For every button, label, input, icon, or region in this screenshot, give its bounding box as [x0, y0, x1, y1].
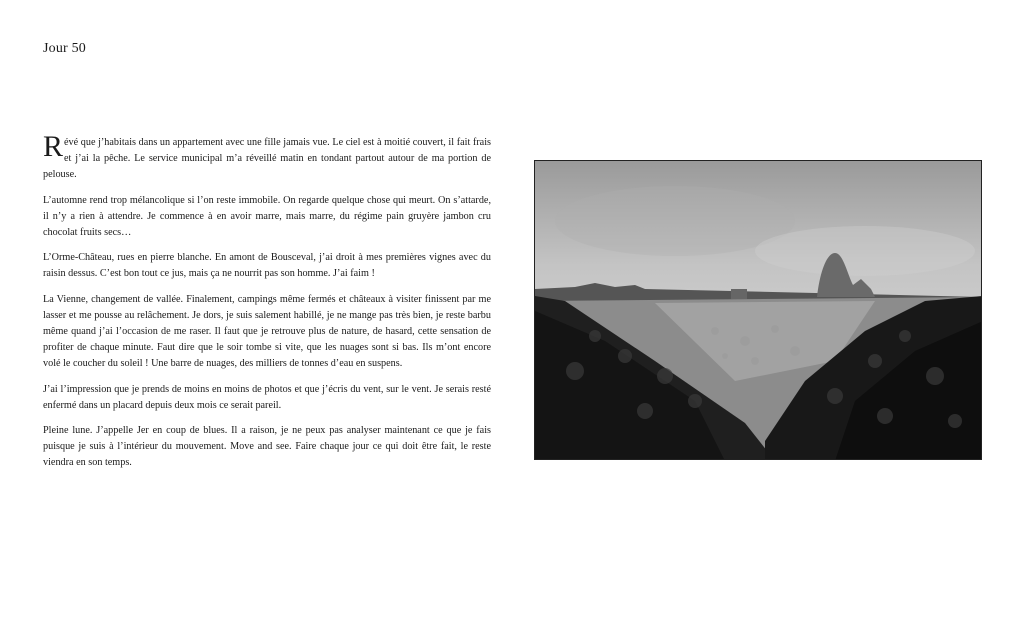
paragraph-3: L’Orme-Château, rues en pierre blanche. En amont de Bousceval, j’ai droit à mes premières vignes avec du raisin dessus. C’est bon tout ce jus, mais ça ne nourrit pas son homme. J’ai faim ! [43, 252, 491, 280]
landscape-photo [534, 160, 982, 460]
paragraph-1-text: évé que j’habitais dans un appartement avec une fille jamais vue. Le ciel est à moitié couvert, il fait frais et j’ai la pêche. Le service municipal m’a réveillé matin en tondant partout autour de ma portion de pelouse. [43, 137, 491, 181]
paragraph-6: Pleine lune. J’appelle Jer en coup de blues. Il a raison, je ne peux pas analyser maintenant ce que je fais puisque je suis à l’intérieur du mouvement. Move and see. Faire chaque jour ce qui doit être fait, le reste viendra en son temps. [43, 425, 491, 469]
journal-text [43, 130, 491, 481]
page-title: Jour 50 [43, 41, 87, 56]
dropcap: R [43, 130, 64, 163]
paragraph-5: J’ai l’impression que je prends de moins en moins de photos et que j’écris du vent, sur le vent. Je serais resté enfermé dans un placard depuis deux mois ce serait pareil. [43, 383, 491, 411]
paragraph-2: L’automne rend trop mélancolique si l’on reste immobile. On regarde quelque chose qui meurt. On s’attarde, il n’y a rien à attendre. Je commence à en avoir marre, mais marre, du régime pain gruyère jambon cru chocolat fruits secs… [43, 194, 491, 239]
paragraph-4: La Vienne, changement de vallée. Finalement, campings même fermés et châteaux à visiter finissent par me lasser et me pousse au relâchement. Je dors, je suis salement habillé, je ne mange pas très bien, je reste barbu même quand j’ai l’occasion de me raser. Il faut que je retrouve plus de nature, de hasard, cette sensation de profiter de chaque minute. Faut dire que le soir tombe si vite, que les nuages sont si bas. Ils m’ont encore volé le coucher du soleil ! Une barre de nuages, des milliers de tonnes d’eau en suspens. [43, 293, 491, 370]
paragraph-1 [43, 130, 491, 184]
